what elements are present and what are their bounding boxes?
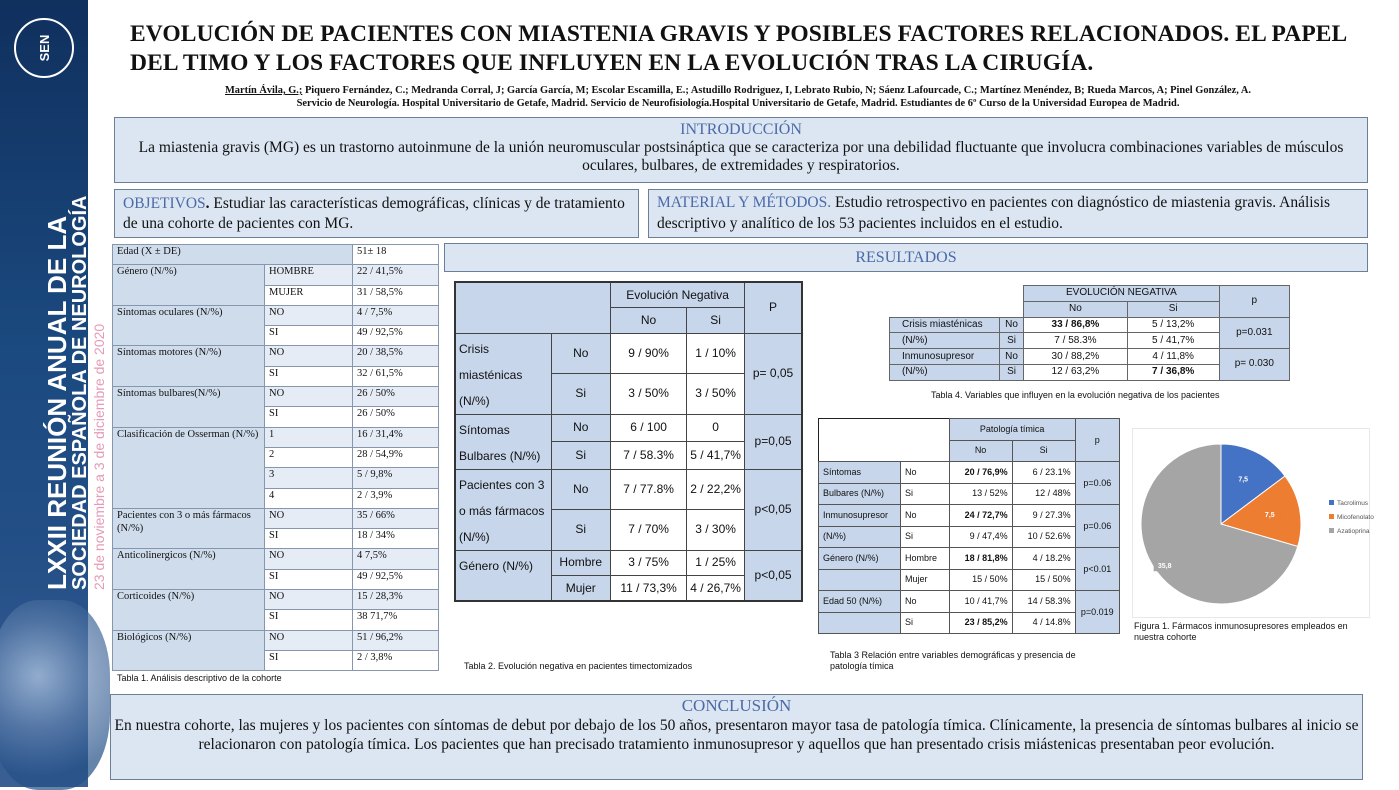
table-row (113, 508, 439, 528)
table-cell: SI (265, 366, 353, 386)
table-row (819, 526, 1120, 548)
table-cell: 24 / 72,7% (949, 505, 1012, 527)
legend-label: Tacrolimus (1337, 500, 1369, 507)
table-cell (890, 286, 1024, 302)
table-cell: No (551, 469, 611, 510)
poster-title: EVOLUCIÓN DE PACIENTES CON MIASTENIA GRAVIS Y POSIBLES FACTORES RELACIONADOS. EL PAPEL DEL TIMO Y LOS FACTORES QUE INFLUYEN EN LA EVOLUCIÓN TRAS LA CIRUGÍA. (130, 21, 1347, 76)
table-row (455, 333, 802, 374)
table-cell: Si (551, 442, 611, 470)
table-cell: NO (265, 549, 353, 569)
table-cell: 23 / 85,2% (949, 612, 1012, 634)
table-row (819, 612, 1120, 634)
table-cell: P (745, 282, 802, 333)
table-row (819, 569, 1120, 591)
table-row (113, 305, 439, 325)
table-cell: Pacientes con 3 o más fármacos (N/%) (113, 508, 265, 549)
table-cell: p=0.06 (1075, 462, 1119, 505)
data-label: 35,8 (1157, 563, 1172, 571)
introduction-text: La miastenia gravis (MG) es un trastorno autoinmune de la unión neuromuscular postsináptica que se caracteriza por una debilidad fluctuante que involucra combinaciones variables de músculos oculares, bulbares, de extremidades y respiratorios. (138, 139, 1344, 174)
table-cell: 7 / 58.3% (1024, 333, 1128, 349)
table-cell: 3 / 50% (687, 374, 745, 415)
legend-swatch (1329, 514, 1334, 519)
table-row (113, 630, 439, 650)
table-cell: Pacientes con 3 o más fármacos (N/%) (455, 469, 551, 550)
table-cell: 7 / 77.8% (611, 469, 687, 510)
table-row (819, 548, 1120, 570)
table-cell: Edad 50 (N/%) (819, 591, 901, 613)
table-cell: 49 / 92,5% (353, 569, 439, 589)
table-cell: NO (265, 305, 353, 325)
table-cell: Género (N/%) (113, 265, 265, 306)
authors (118, 84, 1358, 110)
table-cell: 22 / 41,5% (353, 265, 439, 285)
table-4-negative-evolution (889, 285, 1290, 381)
table-cell: p<0,05 (745, 469, 802, 550)
table-cell: Si (901, 483, 950, 505)
table-cell: NO (265, 508, 353, 528)
table-cell: NO (265, 590, 353, 610)
table-cell: 4 (265, 488, 353, 508)
legend-label: Micofenolato (1337, 514, 1374, 521)
table-cell: p= 0,05 (745, 333, 802, 414)
table-cell: No (1000, 317, 1024, 333)
table-cell: 4 / 14.8% (1012, 612, 1075, 634)
conclusion-heading: CONCLUSIÓN (681, 696, 792, 715)
table-cell: 12 / 48% (1012, 483, 1075, 505)
table-cell (819, 612, 901, 634)
table-cell: 1 (265, 427, 353, 447)
affiliations: Servicio de Neurología. Hospital Universitario de Getafe, Madrid. Servicio de Neurofisiología.Hospital Universitario de Getafe, Madrid. Estudiantes de 6º Curso de la Universidad Europea de Madrid. (296, 98, 1180, 109)
table-1-descriptive (112, 244, 439, 671)
table-cell: Si (551, 374, 611, 415)
table-cell: 4 / 7,5% (353, 305, 439, 325)
table-cell: Síntomas oculares (N/%) (113, 305, 265, 346)
table-cell: No (551, 414, 611, 442)
table-cell: SI (265, 569, 353, 589)
table-cell: No (611, 308, 687, 334)
table-cell (455, 282, 611, 333)
table-cell: 14 / 58.3% (1012, 591, 1075, 613)
table-row (113, 387, 439, 407)
table-cell: 7 / 58.3% (611, 442, 687, 470)
table-row (890, 286, 1290, 302)
table-row (455, 469, 802, 510)
table-cell: 20 / 38,5% (353, 346, 439, 366)
table-cell: 31 / 58,5% (353, 285, 439, 305)
table-cell: 6 / 23.1% (1012, 462, 1075, 484)
table-cell: HOMBRE (265, 265, 353, 285)
table-cell: p=0.031 (1219, 317, 1289, 349)
table-2-thymectomy (454, 281, 803, 602)
introduction-heading: INTRODUCCIÓN (680, 121, 802, 138)
results-heading: RESULTADOS (444, 243, 1368, 272)
table-cell: 7 / 70% (611, 510, 687, 551)
methods-text: Estudio retrospectivo en pacientes con diagnóstico de miastenia gravis. Análisis descriptivo y analítico de los 53 pacientes incluidos en el estudio. (657, 194, 1330, 232)
table-cell: Clasificación de Osserman (N/%) (113, 427, 265, 508)
table-cell: 9 / 47,4% (949, 526, 1012, 548)
table-cell: 1 / 10% (687, 333, 745, 374)
table-cell: 32 / 61,5% (353, 366, 439, 386)
table-cell: Mujer (551, 576, 611, 602)
table-cell: Corticoides (N/%) (113, 590, 265, 631)
table-cell: Bulbares (N/%) (819, 483, 901, 505)
table-2-caption: Tabla 2. Evolución negativa en pacientes timectomizados (464, 661, 693, 671)
table-cell: Si (1000, 364, 1024, 380)
table-cell: Mujer (901, 569, 950, 591)
table-cell: 33 / 86,8% (1024, 317, 1128, 333)
table-cell: SI (265, 610, 353, 630)
table-cell: p (1219, 286, 1289, 318)
table-cell: 15 / 50% (949, 569, 1012, 591)
table-cell: 15 / 50% (1012, 569, 1075, 591)
table-1-caption: Tabla 1. Análisis descriptivo de la cohorte (117, 673, 282, 683)
table-cell: 51± 18 (353, 245, 439, 265)
congress-banner-text (44, 196, 108, 590)
methods-sep: . (827, 194, 832, 211)
congress-line-2: SOCIEDAD ESPAÑOLA DE NEUROLOGÍA (69, 195, 91, 590)
data-label: 7,5 (1238, 476, 1249, 484)
table-cell: p (1075, 419, 1119, 462)
table-cell: p<0.01 (1075, 548, 1119, 591)
table-cell: 5 / 13,2% (1127, 317, 1219, 333)
table-cell: 5 / 41,7% (687, 442, 745, 470)
pie-chart (1133, 429, 1374, 619)
table-cell: 3 / 50% (611, 374, 687, 415)
data-label: 7,5 (1264, 512, 1275, 520)
table-cell: Crisis miasténicas (N/%) (455, 333, 551, 414)
table-cell: 3 (265, 468, 353, 488)
table-cell: No (1024, 301, 1128, 317)
table-cell: No (1000, 349, 1024, 365)
legend-swatch (1329, 528, 1334, 533)
table-cell: Síntomas (819, 462, 901, 484)
table-cell: 35 / 66% (353, 508, 439, 528)
objectives-heading: OBJETIVOS (123, 195, 206, 212)
table-row (890, 317, 1290, 333)
table-cell: Síntomas bulbares(N/%) (113, 387, 265, 428)
table-row (113, 590, 439, 610)
table-cell: p<0,05 (745, 550, 802, 601)
table-cell: 0 (687, 414, 745, 442)
table-cell: Si (1127, 301, 1219, 317)
table-cell: 4 7,5% (353, 549, 439, 569)
table-cell: 3 / 75% (611, 550, 687, 576)
table-cell (819, 569, 901, 591)
table-row (113, 265, 439, 285)
table-cell: Anticolinergicos (N/%) (113, 549, 265, 590)
table-cell: 4 / 26,7% (687, 576, 745, 602)
table-cell: No (901, 462, 950, 484)
table-cell: Inmunosupresor (890, 349, 1000, 365)
table-cell: 2 (265, 447, 353, 467)
table-row (455, 282, 802, 308)
table-cell: 4 / 11,8% (1127, 349, 1219, 365)
table-cell: Si (551, 510, 611, 551)
table-cell: 9 / 90% (611, 333, 687, 374)
table-cell: Si (1000, 333, 1024, 349)
table-cell: NO (265, 387, 353, 407)
table-cell: 51 / 96,2% (353, 630, 439, 650)
table-cell: 18 / 81,8% (949, 548, 1012, 570)
conclusion-box (110, 694, 1363, 780)
table-cell: 20 / 76,9% (949, 462, 1012, 484)
table-cell: p=0,05 (745, 414, 802, 469)
legend-swatch (1329, 500, 1334, 505)
table-cell: 12 / 63,2% (1024, 364, 1128, 380)
table-cell: No (949, 440, 1012, 462)
table-cell: 2 / 3,9% (353, 488, 439, 508)
table-cell: Síntomas motores (N/%) (113, 346, 265, 387)
methods-box (648, 189, 1368, 238)
table-row (455, 550, 802, 576)
table-row (819, 462, 1120, 484)
table-cell: (N/%) (819, 526, 901, 548)
table-cell: p=0.06 (1075, 505, 1119, 548)
table-row (113, 245, 439, 265)
table-cell: NO (265, 346, 353, 366)
table-cell: Síntomas Bulbares (N/%) (455, 414, 551, 469)
table-cell: 18 / 34% (353, 529, 439, 549)
table-cell: p=0.019 (1075, 591, 1119, 634)
table-cell: 6 / 100 (611, 414, 687, 442)
table-cell: 5 / 9,8% (353, 468, 439, 488)
table-cell: p= 0.030 (1219, 349, 1289, 381)
table-cell (819, 440, 950, 462)
table-cell: 4 / 18.2% (1012, 548, 1075, 570)
first-author: Martín Ávila, G.; (225, 85, 303, 96)
legend-label: Azatioprina (1337, 528, 1370, 535)
table-row (819, 419, 1120, 441)
table-cell: 13 / 52% (949, 483, 1012, 505)
objectives-text: Estudiar las características demográficas, clínicas y de tratamiento de una cohorte de pacientes con MG. (123, 195, 625, 232)
objectives-sep: . (205, 195, 210, 212)
sen-logo: SEN (36, 34, 52, 62)
table-cell: Si (901, 612, 950, 634)
table-row (819, 483, 1120, 505)
table-cell: SI (265, 326, 353, 346)
table-row (819, 591, 1120, 613)
table-cell: Si (901, 526, 950, 548)
other-authors: Piquero Fernández, C.; Medranda Corral, J; García García, M; Escolar Escamilla, E.; Astudillo Rodriguez, I, Lebrato Rubio, N; Sáenz Lafourcade, C.; Martínez Menéndez, B; Rueda Marcos, A; Pinel González, A. (302, 85, 1251, 96)
table-cell: No (901, 591, 950, 613)
table-row (113, 346, 439, 366)
table-cell: 2 / 22,2% (687, 469, 745, 510)
table-cell: Edad (X ± DE) (113, 245, 353, 265)
table-cell: Biológicos (N/%) (113, 630, 265, 671)
table-cell: 9 / 27.3% (1012, 505, 1075, 527)
brain-decoration (0, 600, 110, 790)
figure-1-caption: Figura 1. Fármacos inmunosupresores empleados en nuestra cohorte (1134, 621, 1348, 642)
table-row (819, 440, 1120, 462)
table-cell: 16 / 31,4% (353, 427, 439, 447)
table-row (455, 414, 802, 442)
objectives-box (114, 189, 639, 238)
congress-line-1: LXXII REUNIÓN ANUAL DE LA (42, 215, 72, 590)
methods-heading: MATERIAL Y MÉTODOS (657, 194, 828, 211)
sidebar-banner (0, 0, 107, 787)
table-cell: 5 / 41,7% (1127, 333, 1219, 349)
table-cell: No (901, 505, 950, 527)
table-cell: Patología tímica (949, 419, 1075, 441)
table-cell: (N/%) (890, 333, 1000, 349)
table-cell: 10 / 52.6% (1012, 526, 1075, 548)
table-cell (890, 301, 1024, 317)
table-row (819, 505, 1120, 527)
table-cell: Hombre (901, 548, 950, 570)
figure-1-chart (1132, 428, 1374, 618)
table-cell: 2 / 3,8% (353, 650, 439, 670)
table-cell: 28 / 54,9% (353, 447, 439, 467)
table-3-thymic-pathology (818, 418, 1120, 634)
table-cell: Crisis miasténicas (890, 317, 1000, 333)
table-cell: 11 / 73,3% (611, 576, 687, 602)
introduction-box (114, 117, 1368, 183)
table-cell: Género (N/%) (819, 548, 901, 570)
table-cell: EVOLUCIÓN NEGATIVA (1024, 286, 1220, 302)
table-cell: 7 / 36,8% (1127, 364, 1219, 380)
table-cell: 30 / 88,2% (1024, 349, 1128, 365)
table-row (113, 549, 439, 569)
table-cell: SI (265, 529, 353, 549)
table-cell: 1 / 25% (687, 550, 745, 576)
table-cell: No (551, 333, 611, 374)
table-cell: Si (687, 308, 745, 334)
table-cell: SI (265, 650, 353, 670)
table-cell: Género (N/%) (455, 550, 551, 601)
table-cell: 10 / 41,7% (949, 591, 1012, 613)
table-cell: Hombre (551, 550, 611, 576)
table-cell: 3 / 30% (687, 510, 745, 551)
table-cell: NO (265, 630, 353, 650)
table-cell: (N/%) (890, 364, 1000, 380)
table-4-caption: Tabla 4. Variables que influyen en la evolución negativa de los pacientes (931, 390, 1220, 400)
table-cell: 15 / 28,3% (353, 590, 439, 610)
table-cell: SI (265, 407, 353, 427)
table-3-caption: Tabla 3 Relación entre variables demográficas y presencia de patología tímica (830, 650, 1076, 671)
table-cell: Evolución Negativa (611, 282, 745, 308)
table-row (113, 427, 439, 447)
conclusion-text: En nuestra cohorte, las mujeres y los pacientes con síntomas de debut por debajo de los 50 años, presentaron mayor tasa de patología tímica. Clínicamente, la presencia de síntomas bulbares al inicio se relacionaron con patología tímica. Los pacientes que han precisado tratamiento inmunosupresor y aquellos que han presentado crisis miástenicas presentaban peor evolución. (114, 716, 1359, 753)
table-cell: MUJER (265, 285, 353, 305)
table-cell: 26 / 50% (353, 387, 439, 407)
table-cell: Inmunosupresor (819, 505, 901, 527)
congress-dates: 23 de noviembre a 3 de diciembre de 2020 (91, 323, 107, 590)
table-cell: 26 / 50% (353, 407, 439, 427)
table-cell (819, 419, 950, 441)
table-cell: Si (1012, 440, 1075, 462)
table-cell: 38 71,7% (353, 610, 439, 630)
table-row (890, 349, 1290, 365)
table-cell: 49 / 92,5% (353, 326, 439, 346)
